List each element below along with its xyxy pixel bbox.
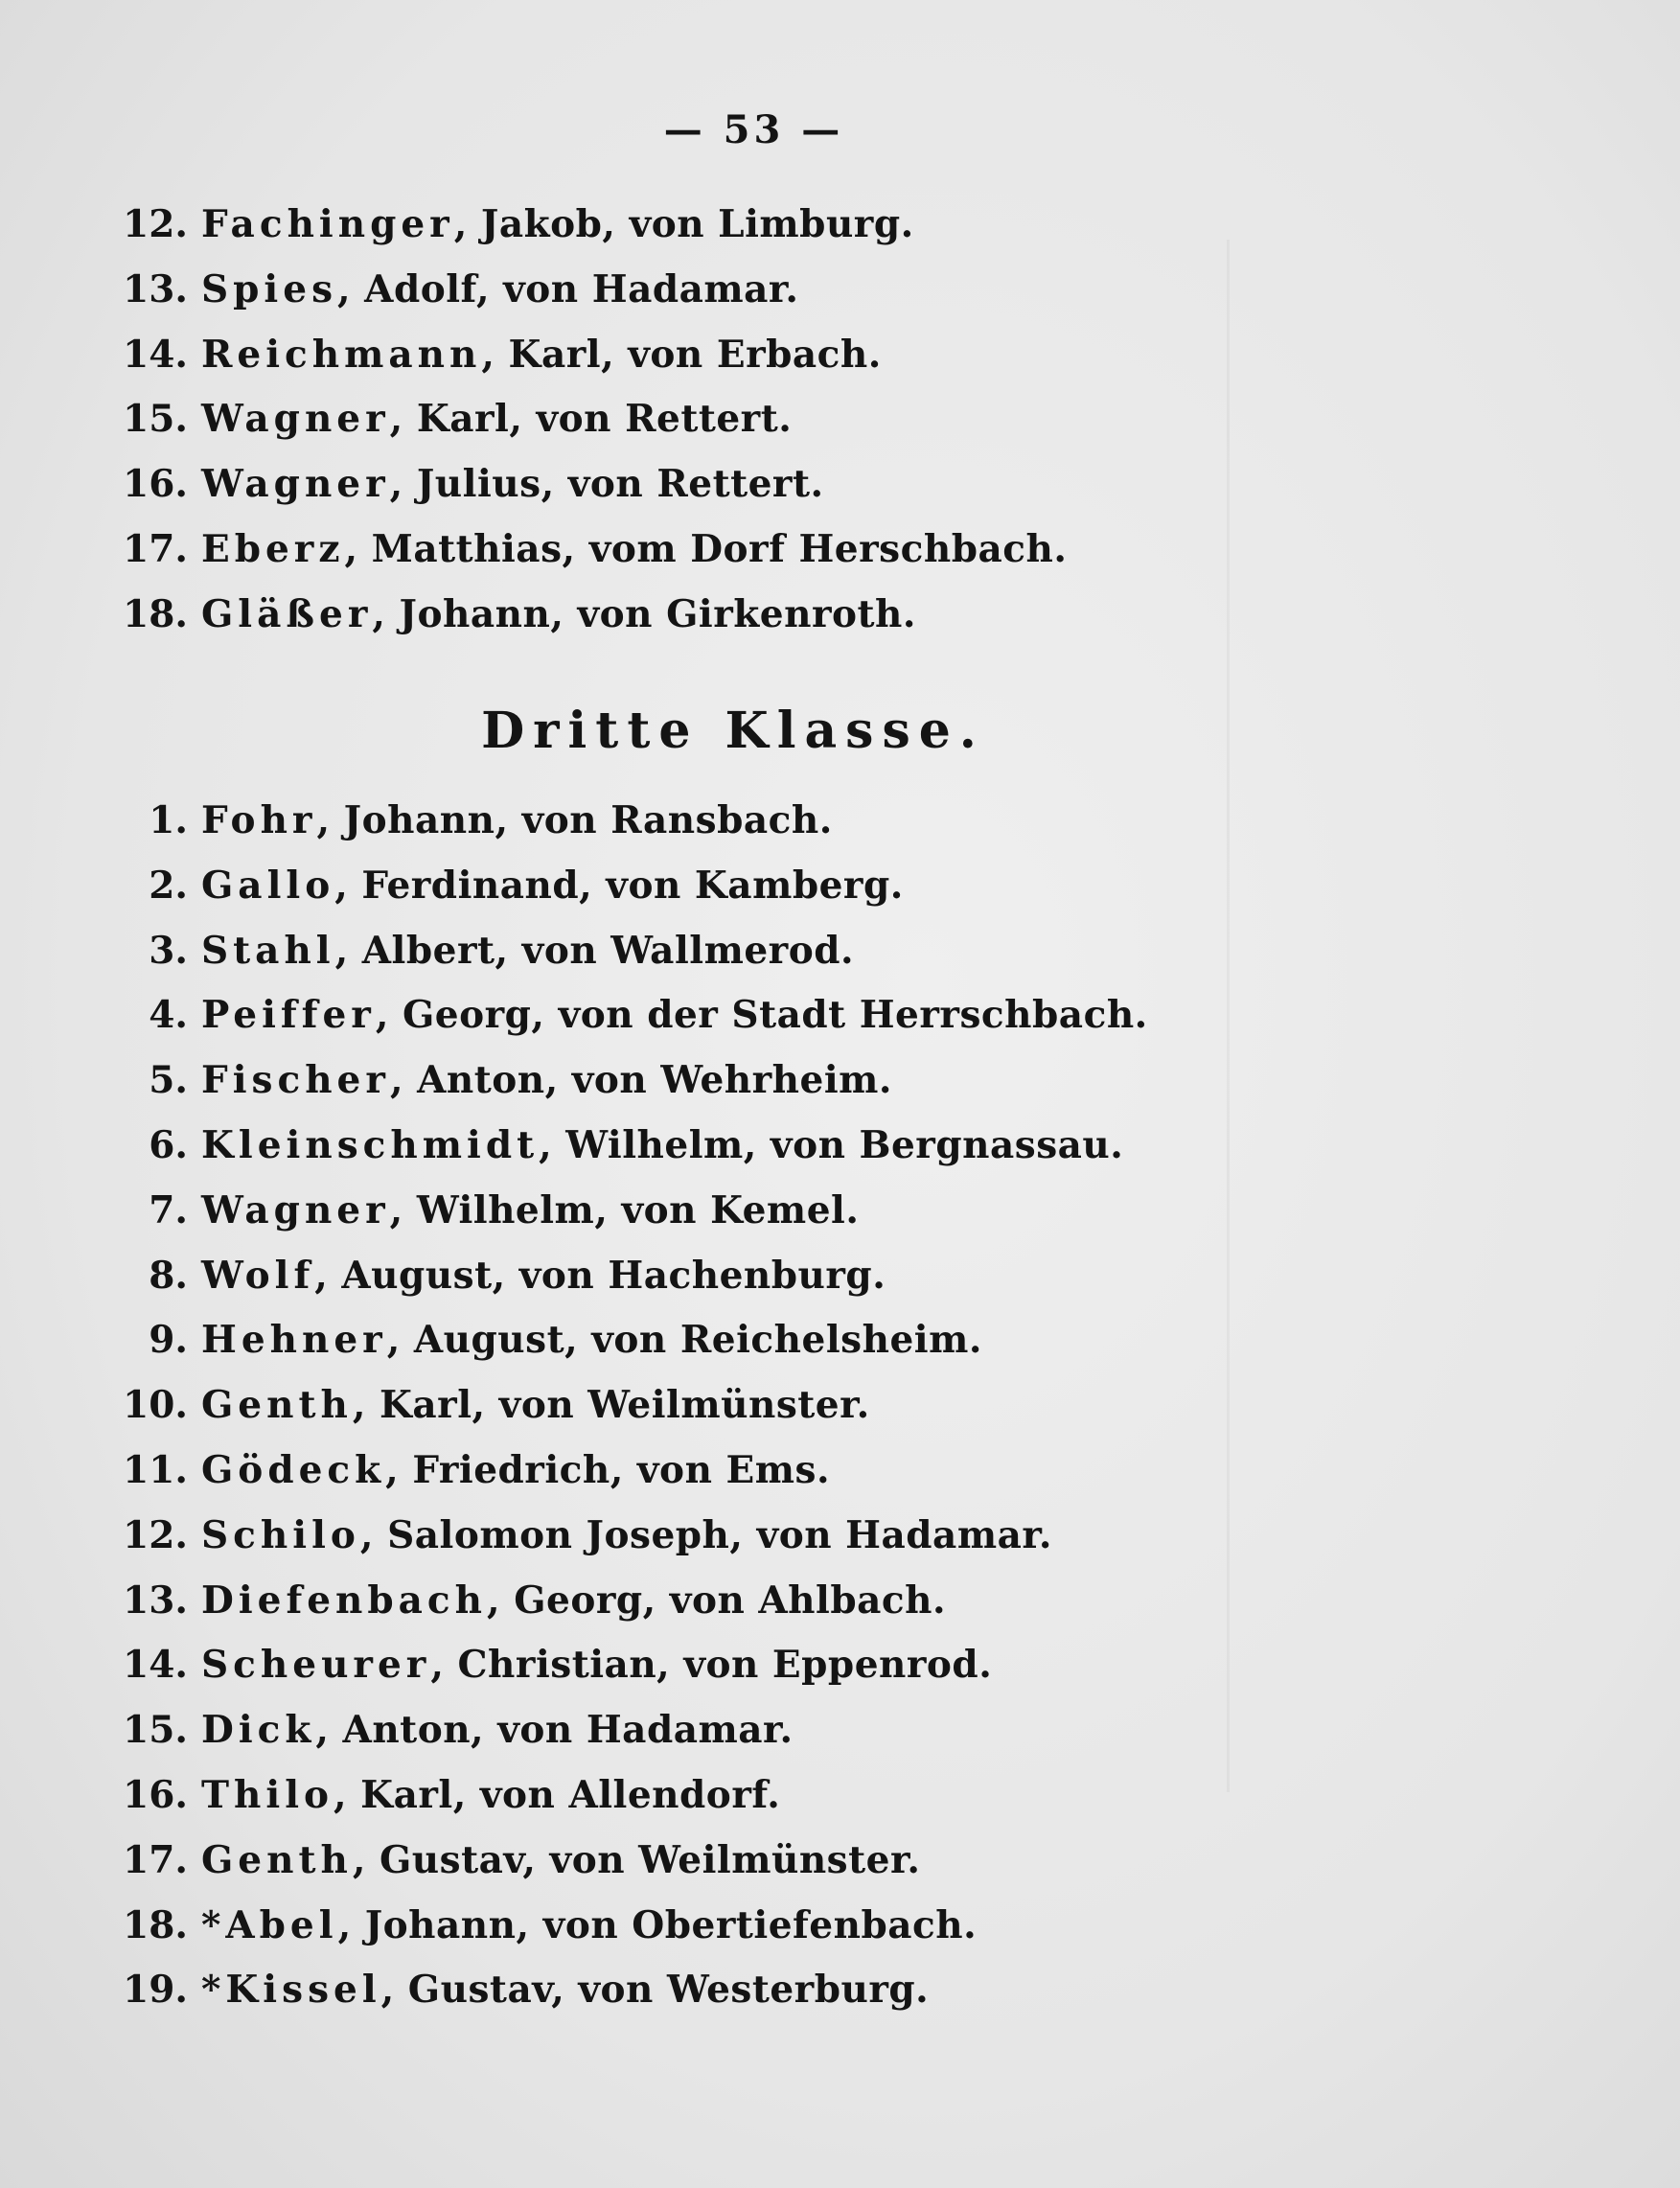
list-item	[0, 261, 798, 318]
list-item	[0, 455, 824, 513]
item-surname: *Kissel	[201, 1968, 381, 2013]
item-surname: Gödeck	[201, 1448, 386, 1492]
item-number: 15.	[123, 1708, 188, 1753]
item-surname: *Abel	[201, 1902, 338, 1947]
item-details: , Matthias, vom Dorf Herschbach.	[344, 527, 1068, 571]
item-number: 13.	[123, 1578, 188, 1623]
list-item	[0, 986, 1148, 1044]
list-item	[0, 792, 833, 849]
item-surname: Peiffer	[201, 993, 376, 1038]
item-surname: Wolf	[201, 1253, 315, 1298]
list-item	[0, 1441, 830, 1499]
item-number: 6.	[149, 1123, 188, 1167]
item-details: , Johann, von Obertiefenbach.	[337, 1902, 978, 1947]
list-item	[0, 520, 1067, 578]
item-number: 17.	[123, 1837, 188, 1882]
item-details: , Johann, von Girkenroth.	[372, 591, 916, 636]
item-surname: Gallo	[201, 863, 335, 908]
item-number: 5.	[149, 1058, 188, 1103]
item-surname: Dick	[201, 1708, 316, 1753]
list-item	[0, 1897, 977, 1954]
list-item	[0, 1051, 892, 1109]
item-number: 8.	[149, 1253, 188, 1298]
item-number: 10.	[123, 1383, 188, 1428]
list-item	[0, 196, 914, 253]
list-item	[0, 1507, 1052, 1564]
list-item	[0, 1961, 929, 2018]
list-item	[0, 390, 792, 448]
item-number: 19.	[123, 1968, 188, 2013]
item-details: , Julius, von Rettert.	[389, 462, 824, 507]
list-item	[0, 326, 882, 383]
item-surname: Fachinger	[201, 202, 454, 246]
item-surname: Kleinschmidt	[201, 1123, 540, 1167]
list-item	[0, 1117, 1123, 1174]
item-number: 17.	[123, 527, 188, 571]
item-number: 2.	[149, 863, 188, 908]
item-details: , August, von Reichelsheim.	[386, 1318, 982, 1363]
list-item	[0, 1766, 780, 1824]
list-item	[0, 1636, 992, 1693]
list-item	[0, 1831, 921, 1889]
list-item	[0, 1247, 886, 1304]
item-number: 16.	[123, 462, 188, 507]
list-item	[0, 1701, 794, 1759]
item-details: , Gustav, von Weilmünster.	[352, 1837, 921, 1882]
item-details: , Christian, von Eppenrod.	[430, 1643, 993, 1688]
item-number: 14.	[123, 332, 188, 377]
section-title: Dritte Klasse.	[481, 702, 985, 760]
item-number: 1.	[149, 798, 188, 842]
item-details: , Anton, von Wehrheim.	[389, 1058, 893, 1103]
item-details: , Georg, von der Stadt Herrschbach.	[375, 993, 1148, 1038]
item-surname: Genth	[201, 1837, 353, 1882]
list-item	[0, 1572, 946, 1629]
bleed-through-shadow	[1227, 240, 1345, 1792]
item-details: , Friedrich, von Ems.	[385, 1448, 831, 1492]
item-number: 18.	[123, 591, 188, 636]
item-surname: Schilo	[201, 1512, 360, 1557]
item-details: , August, von Hachenburg.	[314, 1253, 886, 1298]
item-details: , Karl, von Allendorf.	[334, 1773, 781, 1817]
item-number: 3.	[149, 928, 188, 973]
item-surname: Wagner	[201, 462, 390, 507]
item-details: , Wilhelm, von Kemel.	[389, 1187, 860, 1232]
item-details: , Salomon Joseph, von Hadamar.	[359, 1512, 1052, 1557]
item-surname: Spies	[201, 266, 338, 311]
item-details: , Karl, von Rettert.	[389, 397, 793, 442]
item-surname: Diefenbach	[201, 1578, 488, 1623]
item-number: 16.	[123, 1773, 188, 1817]
item-surname: Fischer	[201, 1058, 390, 1103]
item-surname: Scheurer	[201, 1643, 431, 1688]
item-number: 7.	[149, 1187, 188, 1232]
item-number: 4.	[149, 993, 188, 1038]
item-surname: Fohr	[201, 798, 317, 842]
item-details: , Karl, von Weilmünster.	[352, 1383, 870, 1428]
item-surname: Stahl	[201, 928, 335, 973]
item-details: , Jakob, von Limburg.	[453, 202, 914, 246]
item-number: 18.	[123, 1902, 188, 1947]
list-item	[0, 1182, 859, 1239]
item-surname: Thilo	[201, 1773, 334, 1817]
list-item	[0, 922, 854, 979]
item-surname: Reichmann	[201, 332, 482, 377]
item-number: 11.	[123, 1448, 188, 1492]
item-number: 12.	[123, 202, 188, 246]
item-details: , Wilhelm, von Bergnassau.	[539, 1123, 1124, 1167]
item-surname: Hehner	[201, 1318, 387, 1363]
list-item	[0, 586, 916, 643]
item-details: , Adolf, von Hadamar.	[337, 266, 799, 311]
item-details: , Gustav, von Westerburg.	[380, 1968, 930, 2013]
item-surname: Wagner	[201, 397, 390, 442]
item-surname: Wagner	[201, 1187, 390, 1232]
page-number: — 53 —	[663, 107, 844, 152]
item-details: , Anton, von Hadamar.	[315, 1708, 794, 1753]
item-details: , Ferdinand, von Kamberg.	[334, 863, 904, 908]
item-details: , Albert, von Wallmerod.	[334, 928, 855, 973]
list-item	[0, 857, 904, 914]
item-details: , Georg, von Ahlbach.	[487, 1578, 947, 1623]
item-surname: Gläßer	[201, 591, 373, 636]
item-surname: Eberz	[201, 527, 345, 571]
item-number: 14.	[123, 1643, 188, 1688]
item-number: 9.	[149, 1318, 188, 1363]
item-details: , Karl, von Erbach.	[481, 332, 882, 377]
item-details: , Johann, von Ransbach.	[316, 798, 833, 842]
list-item	[0, 1376, 870, 1434]
item-surname: Genth	[201, 1383, 353, 1428]
item-number: 15.	[123, 397, 188, 442]
item-number: 13.	[123, 266, 188, 311]
item-number: 12.	[123, 1512, 188, 1557]
list-item	[0, 1311, 982, 1369]
